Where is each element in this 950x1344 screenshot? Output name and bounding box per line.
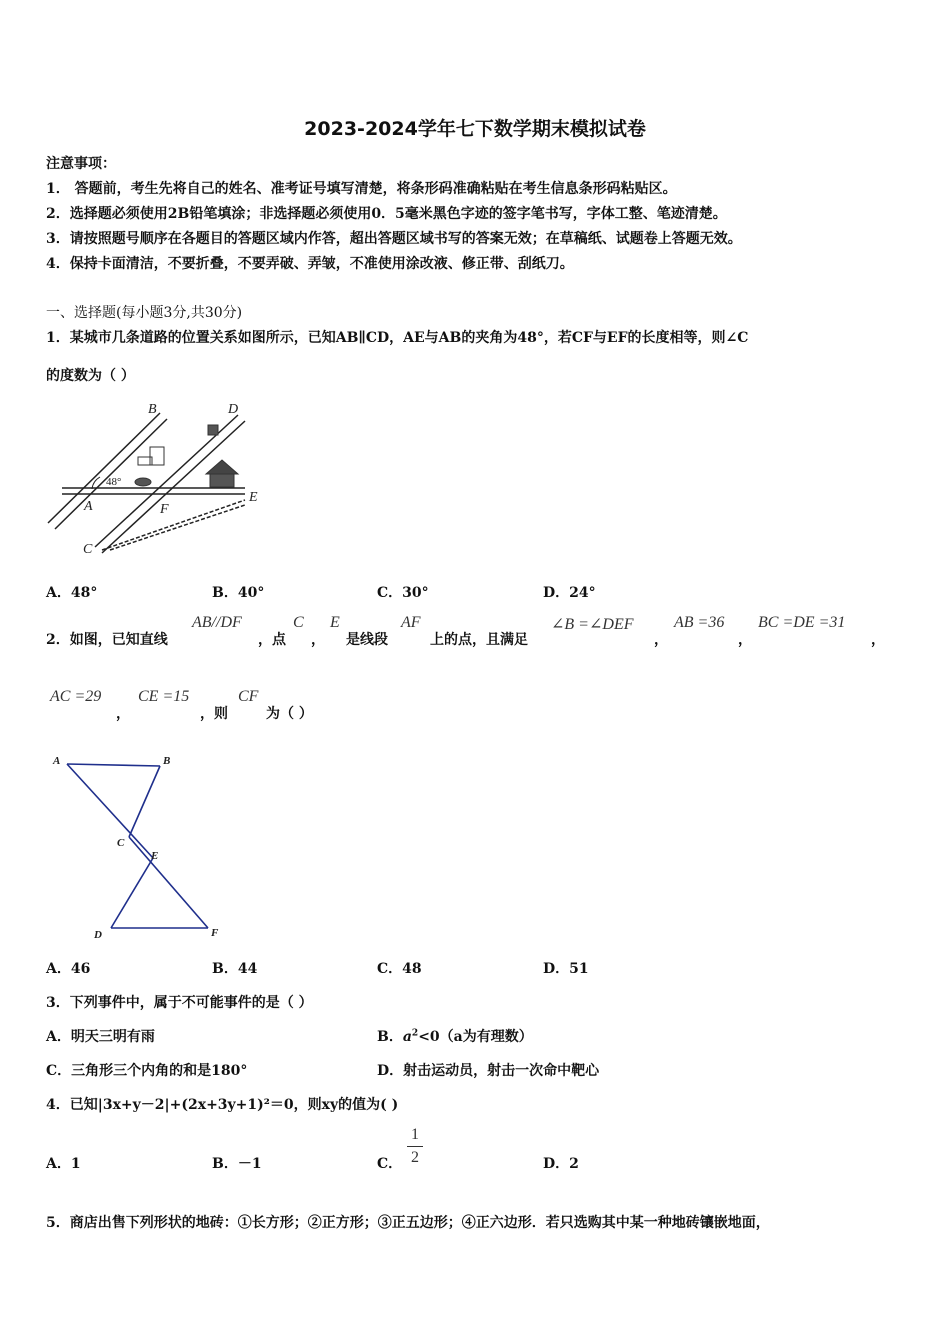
q3-option-b-exp: 2 xyxy=(411,1028,419,1039)
q2-math: AF xyxy=(401,614,421,631)
segment-ab xyxy=(67,764,160,766)
label-C: C xyxy=(83,542,93,557)
fraction-bar xyxy=(407,1146,423,1147)
q2-math: ∠B =∠DEF xyxy=(551,616,634,633)
q3-option-a[interactable]: A．明天三明有雨 xyxy=(46,1029,155,1045)
q3-option-b[interactable] xyxy=(377,1026,533,1046)
segment-bc xyxy=(129,766,160,837)
page-title: 2023-2024学年七下数学期末模拟试卷 xyxy=(304,118,646,140)
car-icon xyxy=(135,478,151,486)
label-F: F xyxy=(160,502,169,517)
q2-math: E xyxy=(330,614,340,631)
notice-heading: 注意事项： xyxy=(46,156,116,172)
q3-stem: 3．下列事件中，属于不可能事件的是（ ） xyxy=(46,995,313,1011)
q2-text: 是线段 xyxy=(346,632,388,648)
q1-road-figure xyxy=(40,395,280,560)
q2-text: 上的点，且满足 xyxy=(430,632,528,648)
q1-stem-cont: 的度数为（ ） xyxy=(46,368,135,384)
q4-option-b[interactable]: B．－1 xyxy=(212,1156,262,1172)
q2-text: ， xyxy=(116,706,130,722)
q3-option-b-text: <0（a为有理数） xyxy=(418,1029,533,1045)
q2-option-a[interactable]: A．46 xyxy=(46,961,91,977)
label-D: D xyxy=(94,929,102,941)
q2-math: CE =15 xyxy=(138,688,190,705)
q2-option-d[interactable]: D．51 xyxy=(543,961,589,977)
q2-math: BC =DE =31 xyxy=(758,614,846,631)
segment-ed xyxy=(111,858,153,928)
q2-math: AB =36 xyxy=(674,614,725,631)
q1-option-a[interactable]: A．48° xyxy=(46,585,98,601)
q2-text: ， xyxy=(738,632,752,648)
label-E: E xyxy=(249,490,258,505)
q2-text: ，则 xyxy=(200,706,228,722)
q2-text: 为（ ） xyxy=(266,706,313,722)
road-ab-edge xyxy=(55,419,167,529)
house-icon xyxy=(206,460,238,474)
q3-option-b-label: B． xyxy=(377,1029,403,1045)
q2-option-c[interactable]: C．48 xyxy=(377,961,422,977)
section-heading: 一、选择题(每小题3分,共30分) xyxy=(46,305,243,321)
label-angle: 48° xyxy=(106,476,122,488)
q1-option-b[interactable]: B．40° xyxy=(212,585,265,601)
label-B: B xyxy=(148,402,157,417)
house-icon xyxy=(210,474,234,487)
label-E: E xyxy=(151,850,159,862)
segment-cf xyxy=(129,837,208,928)
q4-option-a[interactable]: A．1 xyxy=(46,1156,81,1172)
q1-option-c[interactable]: C．30° xyxy=(377,585,429,601)
q1-option-d[interactable]: D．24° xyxy=(543,585,596,601)
notice-item: 1． 答题前，考生先将自己的姓名、准考证号填写清楚，将条形码准确粘贴在考生信息条形码粘贴区。 xyxy=(46,181,677,197)
q3-option-c[interactable]: C．三角形三个内角的和是180° xyxy=(46,1063,248,1079)
q2-text: ， xyxy=(871,632,885,648)
label-B: B xyxy=(163,755,171,767)
q2-text: ，点 xyxy=(258,632,286,648)
q2-option-b[interactable]: B．44 xyxy=(212,961,258,977)
q2-triangle-figure xyxy=(45,748,235,944)
q2-stem: 2．如图，已知直线 xyxy=(46,632,168,648)
q4-stem: 4．已知|3x+y－2|+(2x+3y+1)²＝0，则xy的值为( ) xyxy=(46,1097,399,1113)
q2-math: CF xyxy=(238,688,259,705)
q2-text: ， xyxy=(654,632,668,648)
notice-item: 4．保持卡面清洁，不要折叠，不要弄破、弄皱，不准使用涂改液、修正带、刮纸刀。 xyxy=(46,256,574,272)
q2-math: C xyxy=(293,614,304,631)
label-A: A xyxy=(84,499,93,514)
label-F: F xyxy=(211,927,219,939)
q4-option-d[interactable]: D．2 xyxy=(543,1156,579,1172)
fraction-denominator: 2 xyxy=(411,1149,419,1166)
fraction-numerator: 1 xyxy=(411,1126,419,1143)
notice-item: 3．请按照题号顺序在各题目的答题区域内作答，超出答题区域书写的答案无效；在草稿纸、试题卷上答题无效。 xyxy=(46,231,742,247)
q5-stem: 5．商店出售下列形状的地砖：①长方形；②正方形；③正五边形；④正六边形．若只选购其中某一种地砖镶嵌地面， xyxy=(46,1215,770,1231)
notice-item: 2．选择题必须使用2B铅笔填涂；非选择题必须使用0．5毫米黑色字迹的签字笔书写，字体工整、笔迹清楚。 xyxy=(46,206,727,222)
q1-stem: 1．某城市几条道路的位置关系如图所示，已知AB∥CD，AE与AB的夹角为48°，若CF与EF的长度相等，则∠C xyxy=(46,330,749,346)
label-A: A xyxy=(53,755,61,767)
label-C: C xyxy=(117,837,125,849)
q3-option-b-var: a xyxy=(402,1029,412,1045)
person-icon xyxy=(208,425,218,435)
q2-math: AB//DF xyxy=(192,614,242,631)
q4-option-c[interactable]: C． xyxy=(377,1156,403,1172)
q3-option-d[interactable]: D．射击运动员，射击一次命中靶心 xyxy=(377,1063,600,1079)
label-D: D xyxy=(228,402,239,417)
q4-fraction xyxy=(407,1126,423,1167)
q2-math: AC =29 xyxy=(50,688,102,705)
q2-text: ， xyxy=(311,632,325,648)
road-ce-edge xyxy=(102,500,245,550)
road-ab-edge xyxy=(48,413,160,523)
